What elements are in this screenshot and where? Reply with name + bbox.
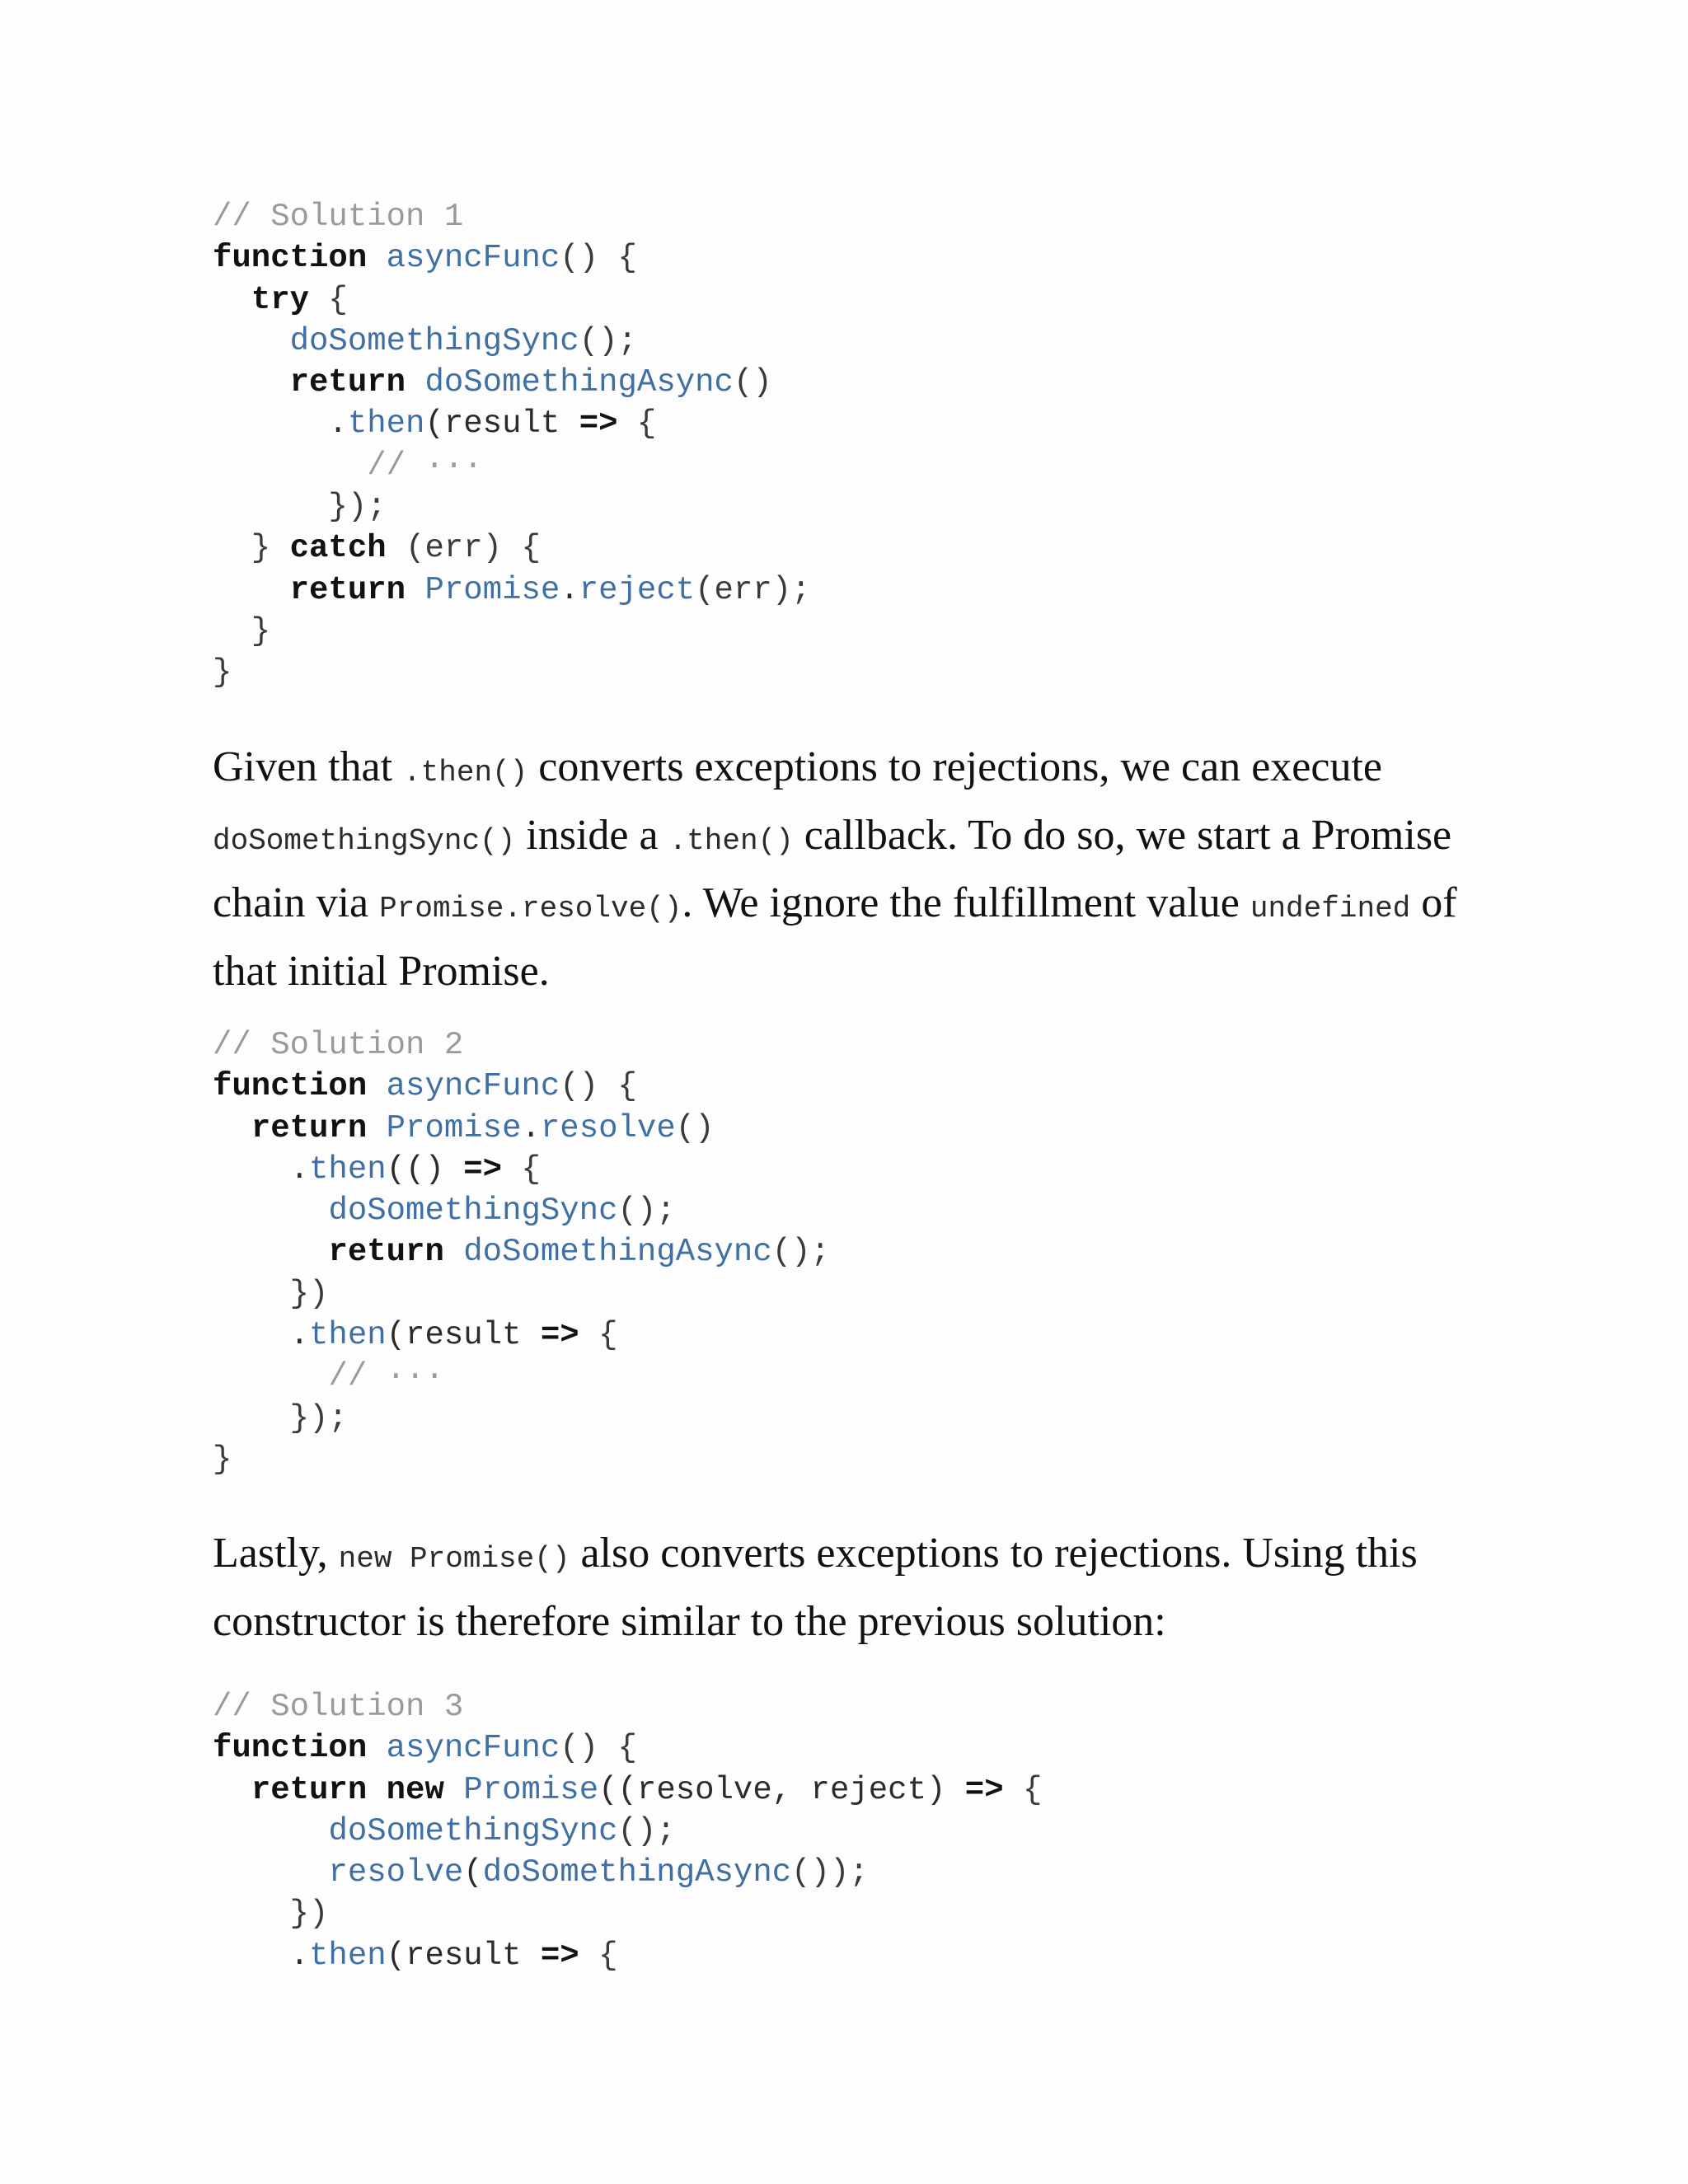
code-token: function: [213, 1730, 368, 1767]
code-token: then: [347, 405, 425, 443]
code-token: asyncFunc: [386, 240, 560, 277]
code-token: asyncFunc: [386, 1068, 560, 1105]
code-token: =>: [964, 1771, 1004, 1808]
code-token: {: [502, 1151, 541, 1188]
code-token: then: [309, 1151, 387, 1188]
code-line: [213, 1190, 830, 1231]
paragraph-then-converts-exceptions: [213, 736, 1498, 1002]
code-line: [213, 527, 811, 569]
code-token: doSomethingSync: [328, 1193, 618, 1230]
code-token: });: [213, 489, 387, 526]
code-line: [213, 1811, 1042, 1852]
code-line: [213, 403, 811, 444]
code-token: ((resolve, reject): [598, 1771, 965, 1808]
code-token: [213, 1234, 328, 1270]
code-block-solution-1: [213, 196, 811, 694]
code-token: [367, 1772, 386, 1808]
code-token: then: [309, 1317, 387, 1354]
code-token: [213, 448, 367, 484]
code-line: [213, 569, 811, 611]
code-line: [213, 1315, 830, 1356]
text-segment: Lastly,: [213, 1530, 339, 1577]
code-line: [213, 1149, 830, 1190]
code-block-solution-3: [213, 1686, 1042, 1976]
code-token: (): [733, 364, 772, 401]
code-token: {: [1003, 1771, 1043, 1808]
code-token: [444, 1234, 463, 1270]
code-token: .: [521, 1109, 541, 1146]
code-token: });: [213, 1399, 348, 1436]
code-token: // ···: [328, 1358, 444, 1395]
text-segment: callback. To do so, we start a Promise chain via: [213, 811, 1452, 926]
code-line: [213, 1273, 830, 1315]
code-token: {: [309, 281, 348, 318]
code-token: ());: [791, 1854, 869, 1891]
code-token: ((): [386, 1151, 464, 1188]
code-line: [213, 237, 811, 279]
code-token: ();: [617, 1812, 676, 1849]
code-token: }: [213, 530, 290, 567]
inline-code: .then(): [403, 756, 528, 790]
code-token: doSomethingAsync: [463, 1234, 772, 1271]
code-token: [367, 1730, 386, 1766]
code-line: [213, 1024, 830, 1066]
code-token: }: [213, 612, 271, 649]
code-token: () {: [560, 240, 637, 277]
text-segment: . We ignore the fulfillment value: [682, 879, 1250, 926]
code-token: asyncFunc: [386, 1730, 560, 1767]
code-token: Promise: [424, 571, 560, 608]
code-token: [213, 572, 290, 608]
code-line: [213, 321, 811, 362]
code-token: [213, 282, 251, 318]
code-line: [213, 1066, 830, 1107]
code-token: }: [213, 1441, 232, 1478]
text-segment: inside a: [515, 811, 669, 859]
inline-code: undefined: [1250, 892, 1411, 926]
code-token: Promise: [386, 1109, 522, 1146]
code-token: [213, 1110, 251, 1146]
code-line: [213, 1439, 830, 1480]
code-token: .: [213, 1151, 310, 1188]
code-block-solution-2: [213, 1024, 830, 1480]
code-token: // ···: [367, 447, 483, 484]
text-segment: Given that: [213, 743, 404, 790]
code-line: [213, 362, 811, 403]
code-token: [367, 1068, 386, 1104]
text-segment: of that initial Promise.: [213, 879, 1457, 995]
code-token: [406, 364, 424, 401]
code-token: [213, 1772, 251, 1808]
code-token: [213, 1813, 328, 1849]
code-line: [213, 1935, 1042, 1976]
code-token: =>: [540, 1317, 579, 1354]
code-token: [213, 1358, 328, 1394]
code-line: [213, 1686, 1042, 1727]
code-token: [213, 1854, 328, 1891]
code-token: }): [213, 1275, 329, 1312]
code-token: (err) {: [386, 530, 541, 567]
code-token: () {: [560, 1730, 637, 1767]
code-token: doSomethingAsync: [424, 364, 734, 401]
code-token: catch: [289, 530, 387, 567]
code-token: =>: [579, 405, 618, 443]
code-token: (err);: [695, 571, 811, 608]
code-token: =>: [463, 1151, 503, 1188]
code-line: [213, 196, 811, 237]
text-segment: converts exceptions to rejections, we can execute: [528, 743, 1382, 790]
code-token: doSomethingAsync: [482, 1854, 792, 1891]
code-line: [213, 1398, 830, 1439]
code-token: resolve: [540, 1109, 676, 1146]
code-token: return: [328, 1234, 444, 1271]
code-token: .: [560, 571, 579, 608]
code-token: [213, 323, 290, 359]
code-token: }): [213, 1896, 329, 1933]
code-token: return: [251, 1771, 368, 1808]
inline-code: doSomethingSync(): [213, 823, 516, 858]
code-token: (: [463, 1854, 483, 1891]
paragraph-new-promise: [213, 1522, 1498, 1652]
code-line: [213, 279, 811, 321]
code-token: [213, 1193, 328, 1229]
code-line: [213, 1231, 830, 1272]
code-token: then: [309, 1937, 387, 1974]
code-token: doSomethingSync: [328, 1812, 618, 1849]
code-token: {: [579, 1317, 618, 1354]
code-line: [213, 1769, 1042, 1811]
inline-code: new Promise(): [338, 1542, 570, 1576]
code-line: [213, 1356, 830, 1397]
code-token: [406, 572, 424, 608]
code-token: resolve: [328, 1854, 464, 1891]
code-token: () {: [560, 1068, 637, 1105]
code-token: // Solution 1: [213, 199, 464, 235]
code-token: [213, 364, 290, 401]
code-token: ();: [617, 1193, 676, 1230]
inline-code: Promise.resolve(): [379, 892, 682, 926]
code-line: [213, 445, 811, 486]
code-token: =>: [540, 1937, 579, 1974]
code-line: [213, 1852, 1042, 1893]
code-line: [213, 1893, 1042, 1934]
code-token: .: [213, 1317, 310, 1354]
code-token: (): [675, 1109, 715, 1146]
code-line: [213, 611, 811, 652]
code-token: [367, 1110, 386, 1146]
code-line: [213, 1727, 1042, 1769]
code-line: [213, 486, 811, 527]
code-token: (result: [386, 1317, 541, 1354]
code-token: }: [213, 654, 232, 691]
code-token: .: [213, 1937, 310, 1974]
code-token: function: [213, 240, 368, 277]
code-token: try: [251, 281, 310, 318]
text-segment: also converts exceptions to rejections. Using this constructor is therefore similar to the previous solution:: [213, 1530, 1418, 1645]
code-token: // Solution 3: [213, 1689, 464, 1725]
inline-code: .then(): [668, 823, 794, 858]
code-line: [213, 1108, 830, 1149]
code-token: return: [289, 571, 406, 608]
code-token: return: [251, 1109, 368, 1146]
code-token: {: [617, 405, 657, 443]
code-token: Promise: [463, 1771, 599, 1808]
code-token: new: [386, 1771, 444, 1808]
code-token: [444, 1772, 463, 1808]
code-token: [367, 240, 386, 276]
code-token: .: [213, 405, 348, 443]
code-token: reject: [579, 571, 696, 608]
code-line: [213, 652, 811, 693]
code-token: return: [289, 364, 406, 401]
code-token: ();: [771, 1234, 830, 1271]
code-token: (result: [386, 1937, 541, 1974]
code-token: function: [213, 1068, 368, 1105]
code-token: ();: [579, 322, 637, 359]
code-token: doSomethingSync: [289, 322, 579, 359]
code-token: (result: [424, 405, 579, 443]
code-token: // Solution 2: [213, 1027, 464, 1063]
code-token: {: [579, 1937, 618, 1974]
